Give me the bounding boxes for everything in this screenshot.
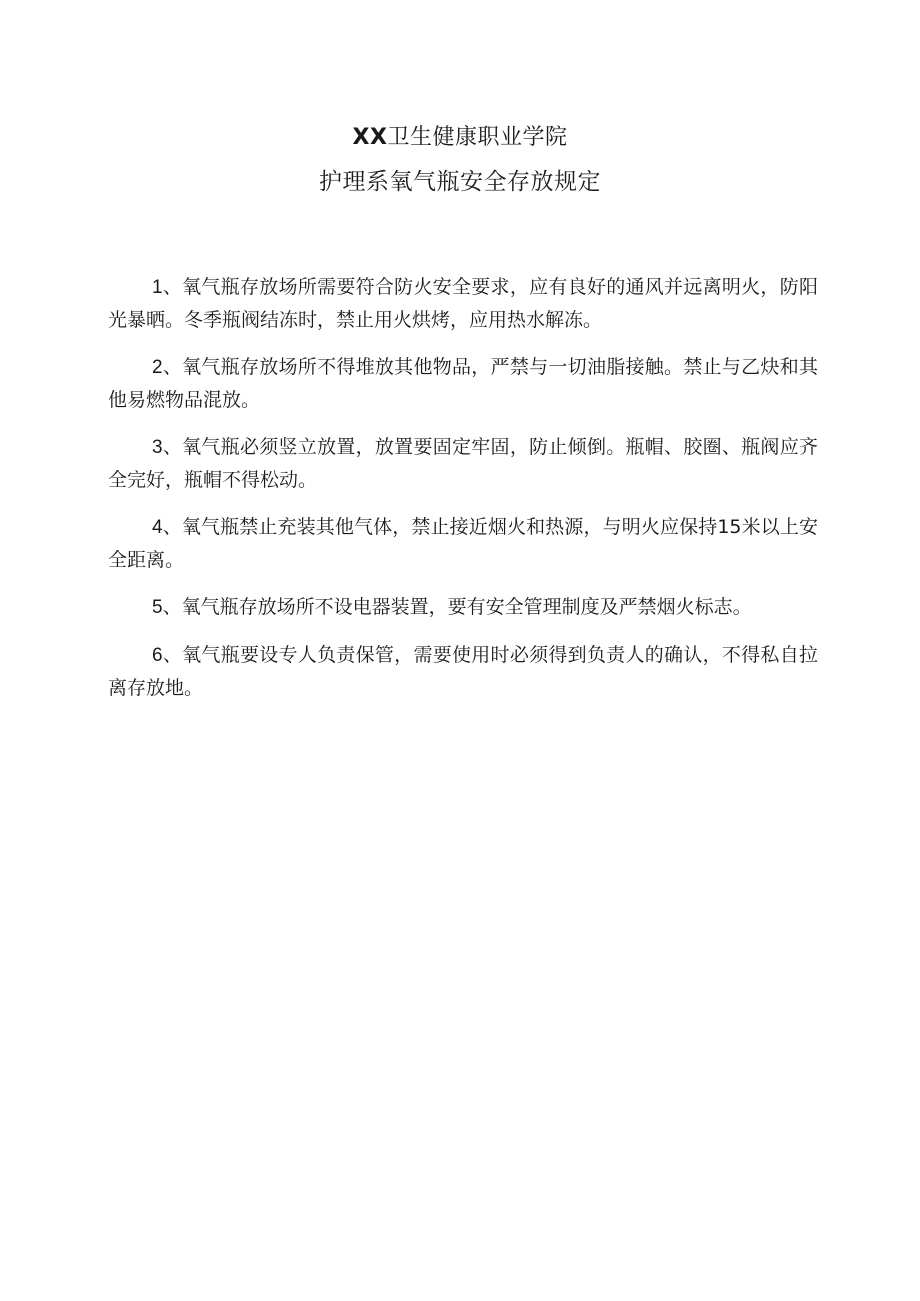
paragraph-1 <box>108 271 818 336</box>
document-subtitle: 护理系氧气瓶安全存放规定 <box>319 169 601 195</box>
paragraph-6 <box>108 639 818 704</box>
paragraph-4 <box>108 511 818 576</box>
paragraph-number: 5 <box>152 597 163 618</box>
paragraph-5 <box>108 591 818 624</box>
paragraph-text: 、氧气瓶禁止充装其他气体，禁止接近烟火和热源，与明火应保持15米以上安全距离。 <box>108 516 818 571</box>
paragraph-text: 、氧气瓶要设专人负责保管，需要使用时必须得到负责人的确认，不得私自拉离存放地。 <box>108 644 818 699</box>
paragraph-number: 2 <box>152 357 163 378</box>
paragraph-text: 、氧气瓶存放场所需要符合防火安全要求，应有良好的通风并远离明火，防阳光暴晒。冬季瓶阀结冻时，禁止用火烘烤，应用热水解冻。 <box>108 276 818 331</box>
paragraph-text: 、氧气瓶必须竖立放置，放置要固定牢固，防止倾倒。瓶帽、胶圈、瓶阀应齐全完好，瓶帽不得松动。 <box>108 436 818 491</box>
document-title <box>0 124 920 152</box>
paragraph-2 <box>108 351 818 416</box>
paragraph-text: 、氧气瓶存放场所不设电器装置，要有安全管理制度及严禁烟火标志。 <box>162 596 752 618</box>
title-prefix: XX <box>352 125 388 150</box>
paragraph-number: 6 <box>152 645 163 666</box>
paragraph-text: 、氧气瓶存放场所不得堆放其他物品，严禁与一切油脂接触。禁止与乙炔和其他易燃物品混放。 <box>108 356 818 411</box>
title-rest: 卫生健康职业学院 <box>387 125 568 150</box>
paragraph-number: 4 <box>152 517 163 538</box>
paragraph-number: 1 <box>152 277 163 298</box>
title-block <box>0 124 920 196</box>
document-body <box>108 271 818 719</box>
paragraph-3 <box>108 431 818 496</box>
paragraph-number: 3 <box>152 437 163 458</box>
